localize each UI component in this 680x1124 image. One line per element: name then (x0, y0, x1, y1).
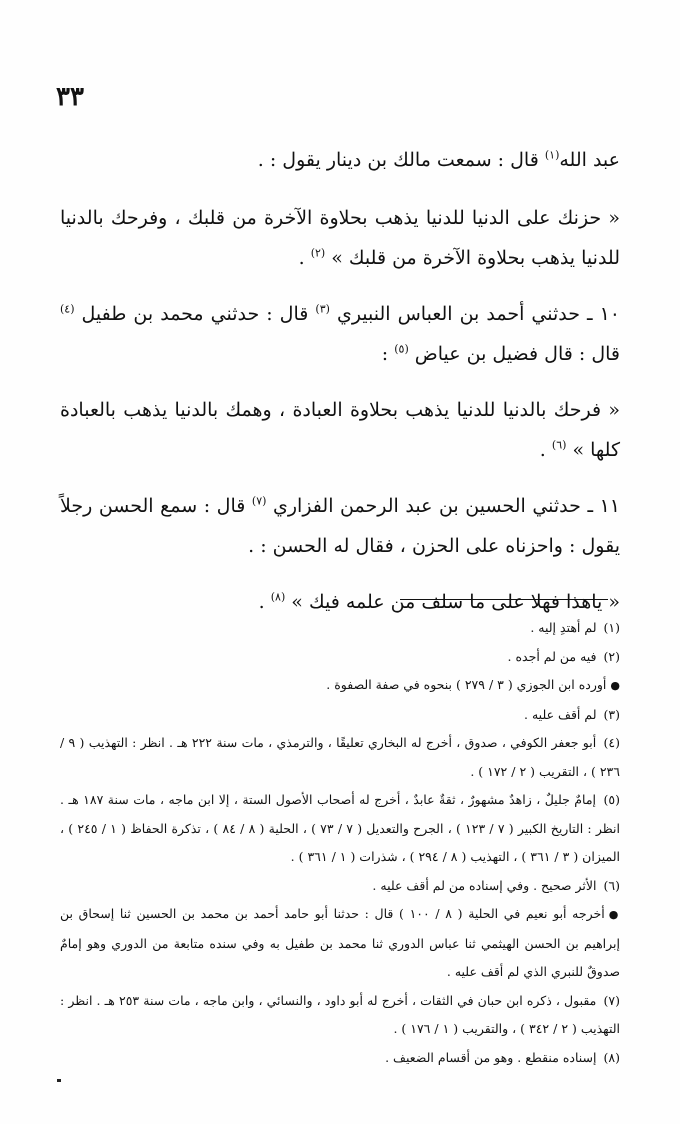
footnote-text: فيه من لم أجده . (507, 648, 597, 664)
body-text-segment: . (539, 439, 552, 461)
footnote-text: الأثر صحيح . وفي إسناده من لم أقف عليه . (372, 877, 597, 893)
body-paragraph (60, 390, 620, 470)
footnote-text: لم أقف عليه . (524, 706, 597, 722)
quote-text: « حزنك على الدنيا للدنيا يذهب بحلاوة الآخرة من قلبك ، وفرحك بالدنيا للدنيا يذهب بحلاوة الآخرة من قلبك » (60, 207, 620, 269)
footnote-text: أخرجه أبو نعيم في الحلية ( ٨ / ١٠٠ ) قال : حدثنا أبو حامد أحمد بن محمد بن الحسين ثنا إسحاق بن إبراهيم بن الحسن الهيثمي ثنا عباس الدوري ثنا محمد بن طفيل به وفي سنده متابعة من الدوري وهو إمامٌ صدوقٌ للنبري الذي لم أقف عليه . (60, 906, 620, 979)
footnote-ref: (٤) (60, 302, 75, 316)
footnote-item (60, 671, 620, 701)
body-paragraph (60, 198, 620, 278)
footnote-number: (١) (603, 620, 620, 635)
bullet-icon: ● (610, 679, 620, 692)
footnote-ref: (٣) (315, 302, 330, 316)
narration-text: ١٠ ـ حدثني أحمد بن العباس النبيري (329, 303, 621, 325)
footnote-ref: (٥) (394, 342, 409, 356)
body-paragraph (60, 486, 620, 566)
main-text (60, 140, 620, 638)
body-text-segment: . (258, 591, 271, 613)
footnote-ref: (٨) (270, 590, 286, 604)
footnote-number: (٤) (603, 735, 621, 750)
footnotes (60, 614, 620, 1072)
footnote-item (60, 729, 620, 786)
bullet-icon: ● (608, 908, 620, 921)
footnote-item (60, 701, 620, 730)
quote-text: « ياهذا فهلا على ما سلف من علمه فيك » (285, 591, 620, 613)
footnote-item (60, 786, 620, 872)
page-number: ٣٣ (56, 82, 84, 112)
narration-text: قال : سمع الحسن رجلاً يقول : واحزناه على الحزن ، فقال له الحسن : . (60, 495, 620, 557)
footnote-text: مقبول ، ذكره ابن حبان في الثقات ، أخرج له أبو داود ، والنسائي ، وابن ماجه ، مات سنة ٢٥٣ هـ . انظر : التهذيب ( ٢ / ٣٤٢ ) ، والتقريب ( ١ / ١٧٦ ) . (60, 992, 620, 1036)
footnote-number: (٦) (603, 877, 620, 893)
footnote-number: (٣) (603, 706, 620, 722)
quote-text: « فرحك بالدنيا للدنيا يذهب بحلاوة العبادة ، وهمك بالدنيا يذهب بالعبادة كلها » (60, 399, 620, 461)
footnote-number: (٧) (603, 992, 620, 1008)
footnote-text: لم أهتدِ إليه . (530, 620, 597, 635)
footnote-number: (٢) (603, 648, 620, 664)
body-text-segment: قال : سمعت مالك بن دينار يقول : . (257, 149, 545, 171)
footnote-item (60, 1044, 620, 1073)
footnote-item (60, 643, 620, 672)
body-paragraph (60, 140, 620, 180)
body-text-segment: . (298, 247, 311, 269)
footnote-item (60, 614, 620, 643)
footnote-text: أبو جعفر الكوفي ، صدوق ، أخرج له البخاري تعليقًا ، والترمذي ، مات سنة ٢٢٢ هـ . انظر : التهذيب ( ٩ / ٢٣٦ ) ، التقريب ( ٢ / ١٧٢ ) . (60, 735, 620, 779)
footnote-text: إمامٌ جليلٌ ، زاهدٌ مشهورٌ ، ثقةٌ عابدٌ ، أخرج له أصحاب الأصول الستة ، إلا ابن ماجه ، مات سنة ١٨٧ هـ . انظر : التاريخ الكبير ( ٧ / ١٢٣ ) ، الجرح والتعديل ( ٧ / ٧٣ ) ، الحلية ( ٨ / ٨٤ ) ، تذكرة الحفاظ ( ١ / ٢٤٥ ) ، الميزان ( ٣ / ٣٦١ ) ، التهذيب ( ٨ / ٢٩٤ ) ، شذرات ( ١ / ٣٦١ ) . (60, 792, 620, 864)
footnote-ref: (٦) (551, 438, 567, 452)
narration-text: ١١ ـ حدثني الحسين بن عبد الرحمن الفزاري (266, 495, 621, 517)
footnote-text: أورده ابن الجوزي ( ٣ / ٢٧٩ ) بنحوه في صفة الصفوة . (326, 677, 607, 692)
footnote-number: (٨) (603, 1049, 620, 1065)
narration-text: : (381, 343, 395, 365)
footnote-number: (٥) (603, 792, 620, 807)
footnote-item (60, 987, 620, 1044)
footnote-separator (400, 599, 608, 600)
footnote-ref: (٢) (310, 246, 326, 260)
print-mark (57, 1079, 61, 1082)
footnote-item (60, 872, 620, 901)
narration-text: قال : قال فضيل بن عياض (408, 343, 620, 365)
footnote-ref: (١) (544, 148, 560, 162)
footnote-item (60, 900, 620, 987)
body-text-segment: عبد الله (559, 149, 620, 171)
footnote-ref: (٧) (251, 494, 267, 508)
narration-text: قال : حدثني محمد بن طفيل (74, 303, 316, 325)
footnote-text: إسناده منقطع . وهو من أقسام الضعيف . (385, 1049, 597, 1065)
body-paragraph (60, 294, 620, 374)
